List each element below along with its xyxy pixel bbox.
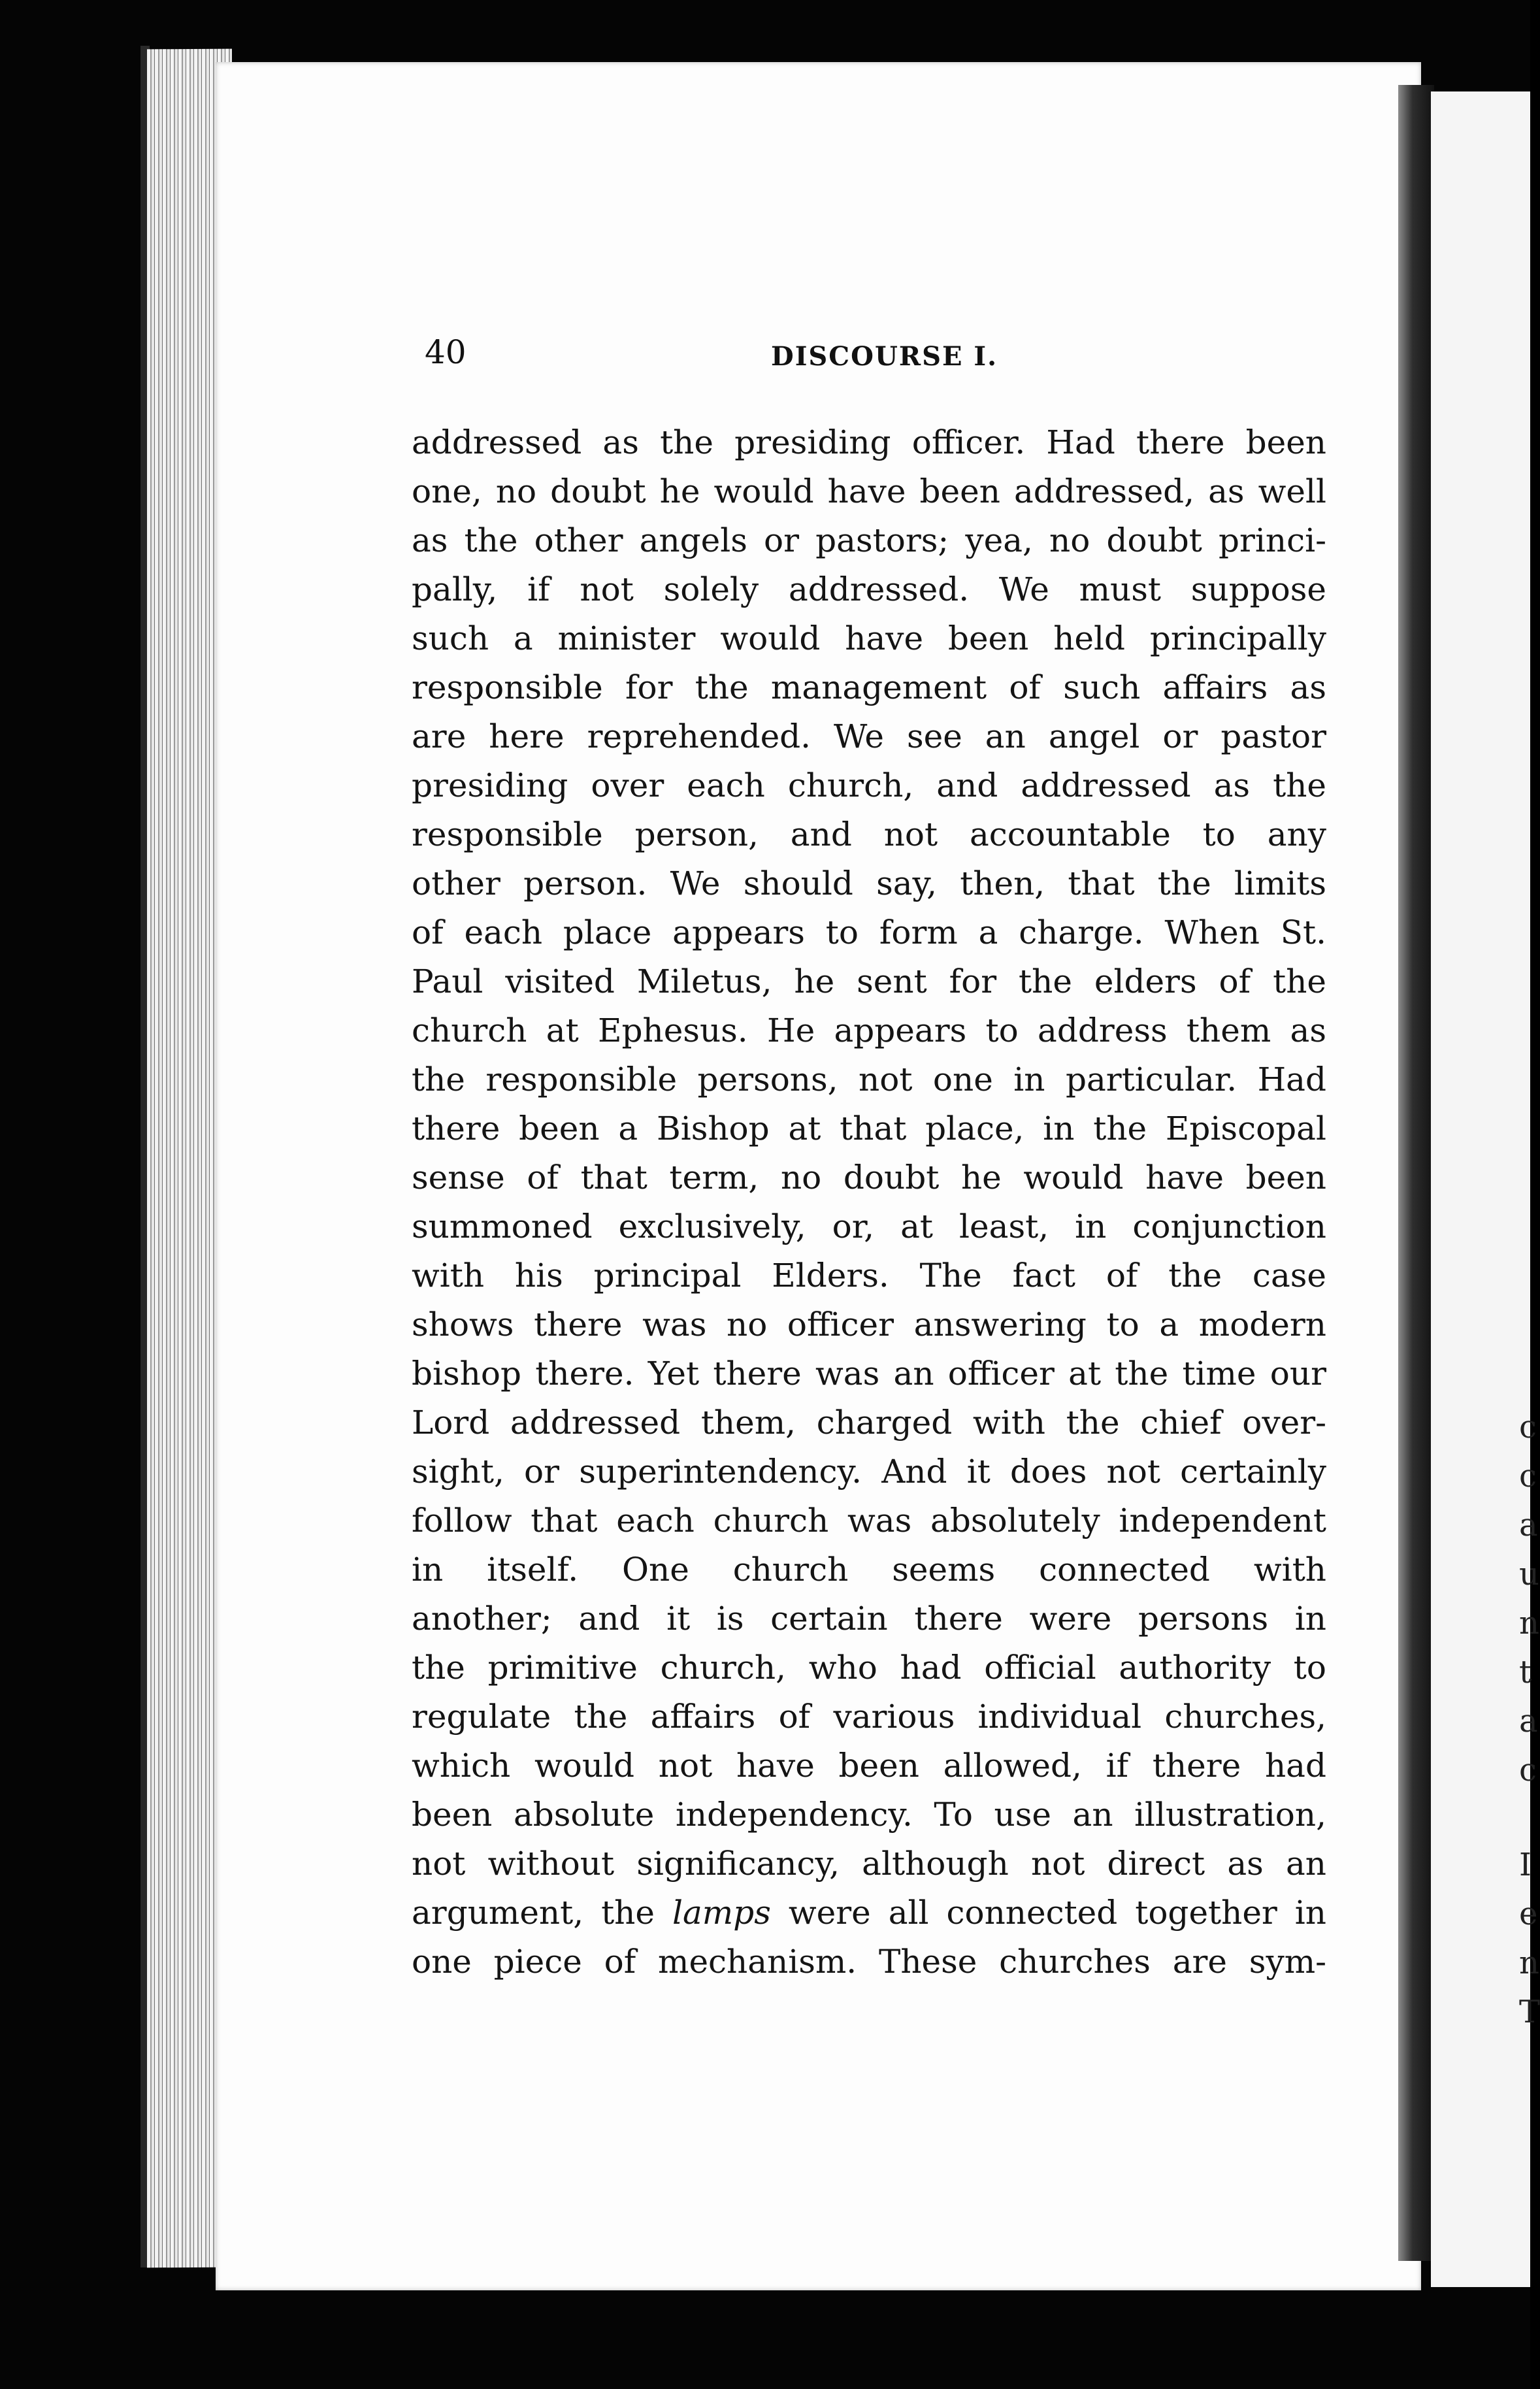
text-line: with his principal Elders. The fact of the case — [412, 1257, 1326, 1294]
facing-page-fragment: a — [1519, 1507, 1538, 1543]
text-line: one, no doubt he would have been addressed, as well — [412, 472, 1326, 510]
text-line: the primitive church, who had official authority to — [412, 1649, 1326, 1687]
text-line: summoned exclusively, or, at least, in conjunction — [412, 1208, 1326, 1245]
text-line: regulate the affairs of various individual churches, — [412, 1698, 1326, 1736]
page-header — [425, 333, 1333, 386]
text-segment: were all connected together in — [788, 1894, 1326, 1932]
text-line: Paul visited Miletus, he sent for the elders of the — [412, 963, 1326, 1000]
text-line: of each place appears to form a charge. When St. — [412, 914, 1326, 951]
text-line: Lord addressed them, charged with the chief over- — [412, 1404, 1326, 1442]
text-line: there been a Bishop at that place, in the Episcopal — [412, 1110, 1326, 1147]
text-line: the responsible persons, not one in particular. Had — [412, 1061, 1326, 1098]
facing-page-fragment: t — [1519, 1654, 1532, 1690]
text-line: addressed as the presiding officer. Had there been — [412, 423, 1326, 461]
text-line: in itself. One church seems connected with — [412, 1551, 1326, 1589]
text-line: sight, or superintendency. And it does not certainly — [412, 1453, 1326, 1491]
facing-page-fragment: n — [1519, 1605, 1539, 1641]
text-line-with-italic — [412, 1888, 1326, 1937]
facing-page-fragment: c — [1519, 1409, 1537, 1445]
text-line: presiding over each church, and addressed as the — [412, 766, 1326, 804]
body-text — [412, 418, 1326, 1986]
text-line: which would not have been allowed, if there had — [412, 1747, 1326, 1785]
text-line: bishop there. Yet there was an officer at the time our — [412, 1355, 1326, 1392]
text-line: another; and it is certain there were persons in — [412, 1600, 1326, 1638]
text-line: such a minister would have been held principally — [412, 619, 1326, 657]
facing-page-fragment: I — [1519, 1847, 1532, 1883]
italic-word: lamps — [672, 1894, 771, 1932]
text-line: are here reprehended. We see an angel or pastor — [412, 717, 1326, 755]
facing-page-fragment: c — [1519, 1752, 1537, 1788]
text-line: responsible for the management of such affairs as — [412, 668, 1326, 706]
text-line: responsible person, and not accountable to any — [412, 816, 1326, 853]
facing-page-fragment: e — [1519, 1896, 1538, 1932]
text-line: as the other angels or pastors; yea, no doubt princi- — [412, 521, 1326, 559]
text-line: shows there was no officer answering to a modern — [412, 1306, 1326, 1343]
text-line: church at Ephesus. He appears to address them as — [412, 1012, 1326, 1049]
running-head: DISCOURSE I. — [771, 341, 998, 372]
facing-page-fragment: n — [1519, 1945, 1539, 1981]
facing-page-fragment: u — [1519, 1556, 1539, 1592]
facing-page-fragment: a — [1519, 1703, 1538, 1739]
text-line: pally, if not solely addressed. We must suppose — [412, 570, 1326, 608]
text-segment: argument, the — [412, 1894, 655, 1932]
text-line: other person. We should say, then, that the limits — [412, 865, 1326, 902]
text-line: been absolute independency. To use an illustration, — [412, 1796, 1326, 1834]
facing-page-fragment: T — [1519, 1994, 1540, 2030]
facing-page-fragment: c — [1519, 1458, 1537, 1494]
text-line: sense of that term, no doubt he would have been — [412, 1159, 1326, 1196]
page-number: 40 — [425, 333, 467, 371]
spine-shadow — [1398, 85, 1434, 2261]
facing-page — [1431, 91, 1530, 2287]
text-line: follow that each church was absolutely independent — [412, 1502, 1326, 1540]
text-line: one piece of mechanism. These churches are sym- — [412, 1943, 1326, 1981]
text-line: not without significancy, although not direct as an — [412, 1845, 1326, 1883]
